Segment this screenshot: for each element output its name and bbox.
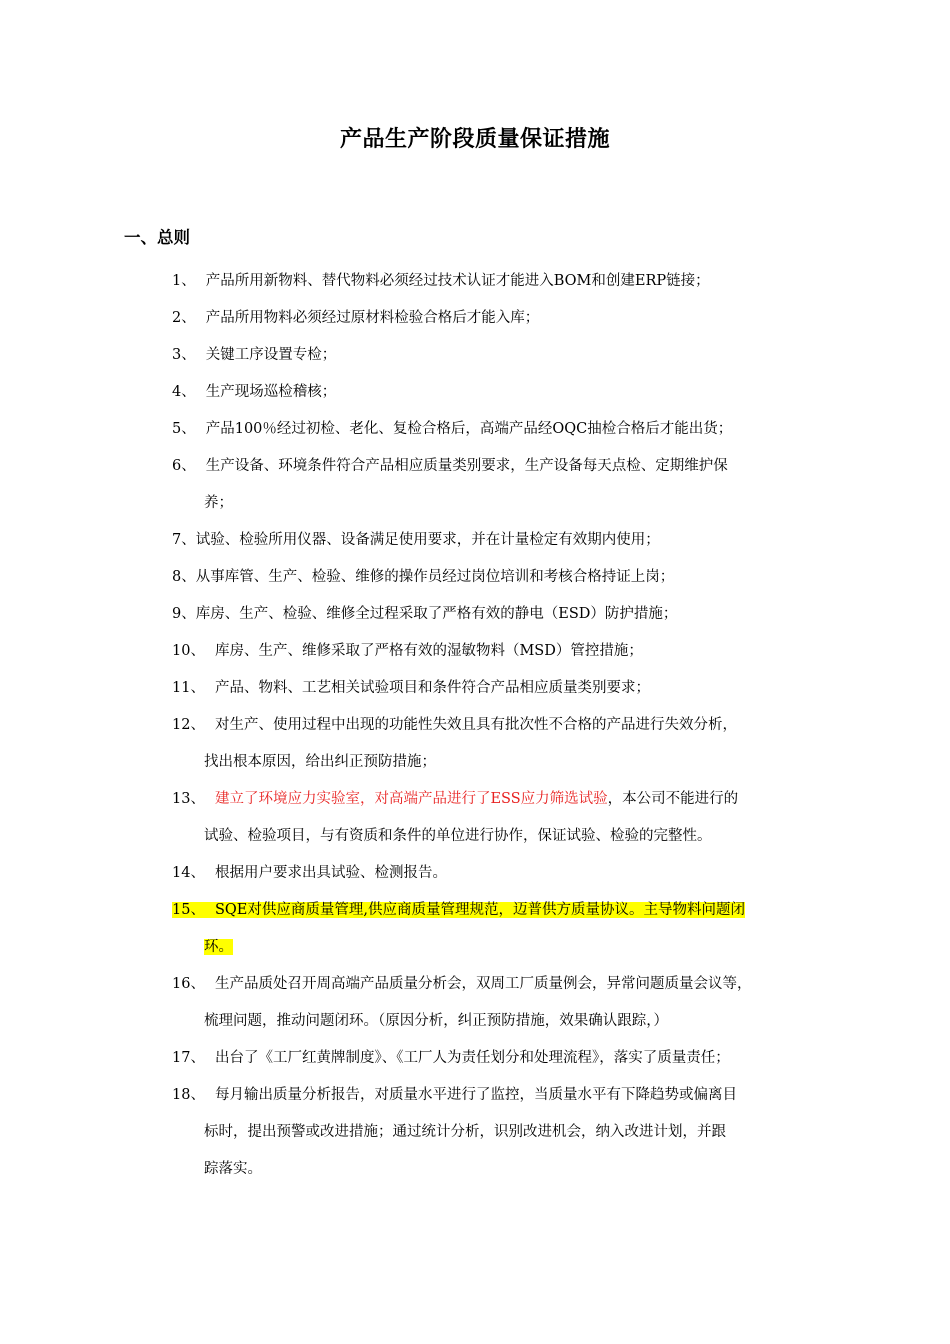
section-heading: 一、总则 [124,228,190,247]
list-item [172,300,822,337]
list-item [172,670,822,707]
item-number: 5、 [172,421,196,437]
list-item [172,596,822,633]
item-text: 产品所用新物料、替代物料必须经过技术认证才能进入BOM和创建ERP链接； [205,273,710,289]
item-text: 根据用户要求出具试验、检测报告。 [214,865,447,881]
item-text-continued: 养； [204,495,233,511]
item-text: 产品100％经过初检、老化、复检合格后，高端产品经OQC抽检合格后才能出货； [205,421,733,437]
item-text: 生产现场巡检稽核； [205,384,337,400]
item-number: 17、 [172,1050,205,1066]
item-number: 2、 [172,310,196,326]
item-text-continued: 环。 [204,939,233,955]
item-text: 每月输出质量分析报告，对质量水平进行了监控，当质量水平有下降趋势或偏离目 [214,1087,737,1103]
item-text: 库房、生产、检验、维修全过程采取了严格有效的静电（ESD）防护措施； [195,606,678,622]
item-number: 3、 [172,347,196,363]
item-text: 库房、生产、维修采取了严格有效的湿敏物料（MSD）管控措施； [214,643,643,659]
item-text-continued: 踪落实。 [204,1161,262,1177]
item-number: 15、 [172,902,205,918]
item-text: 产品所用物料必须经过原材料检验合格后才能入库； [205,310,540,326]
item-text: 对生产、使用过程中出现的功能性失效且具有批次性不合格的产品进行失效分析， [214,717,737,733]
item-text: SQE对供应商质量管理,供应商质量管理规范，迈普供方质量协议。主导物料问题闭 [214,902,745,918]
page-title: 产品生产阶段质量保证措施 [339,127,610,152]
list-item [172,707,822,781]
list-item [172,337,822,374]
item-text: 关键工序设置专检； [205,347,337,363]
item-number: 1、 [172,273,196,289]
item-number: 13、 [172,791,205,807]
list-item [172,448,822,522]
item-text: 试验、检验所用仪器、设备满足使用要求，并在计量检定有效期内使用； [195,532,660,548]
item-text-continued: 试验、检验项目，与有资质和条件的单位进行协作，保证试验、检验的完整性。 [204,828,712,844]
list-item [172,411,822,448]
list-item [172,263,822,300]
emphasized-text: 建立了环境应力实验室，对高端产品进行了ESS应力筛选试验 [214,791,608,807]
item-number: 12、 [172,717,205,733]
item-number: 14、 [172,865,205,881]
list-item [172,559,822,596]
item-number: 18、 [172,1087,205,1103]
item-text-continued: 标时，提出预警或改进措施；通过统计分析，识别改进机会，纳入改进计划，并跟 [204,1124,726,1140]
item-text: 产品、物料、工艺相关试验项目和条件符合产品相应质量类别要求； [214,680,650,696]
item-text: 生产设备、环境条件符合产品相应质量类别要求，生产设备每天点检、定期维护保 [205,458,728,474]
item-text: ，本公司不能进行的 [607,791,739,807]
list-item [172,966,822,1040]
item-text-continued: 梳理问题，推动问题闭环。（原因分析，纠正预防措施，效果确认跟踪，） [204,1013,668,1029]
item-text: 从事库管、生产、检验、维修的操作员经过岗位培训和考核合格持证上岗； [195,569,675,585]
item-number: 11、 [172,680,205,696]
list-item [172,855,822,892]
item-text: 生产品质处召开周高端产品质量分析会，双周工厂质量例会，异常问题质量会议等， [214,976,752,992]
list-item [172,781,822,855]
list-item [172,522,822,559]
list-item-highlighted [172,892,822,966]
item-text-continued: 找出根本原因，给出纠正预防措施； [204,754,436,770]
item-text: 出台了《工厂红黄牌制度》、《工厂人为责任划分和处理流程》，落实了质量责任； [214,1050,730,1066]
item-number: 4、 [172,384,196,400]
list-item [172,1077,822,1188]
item-number: 10、 [172,643,205,659]
list-item [172,1040,822,1077]
measures-list [172,263,822,1188]
list-item [172,374,822,411]
item-number: 16、 [172,976,205,992]
item-number: 7、 [172,532,196,548]
item-number: 9、 [172,606,196,622]
item-number: 8、 [172,569,196,585]
item-number: 6、 [172,458,196,474]
list-item [172,633,822,670]
